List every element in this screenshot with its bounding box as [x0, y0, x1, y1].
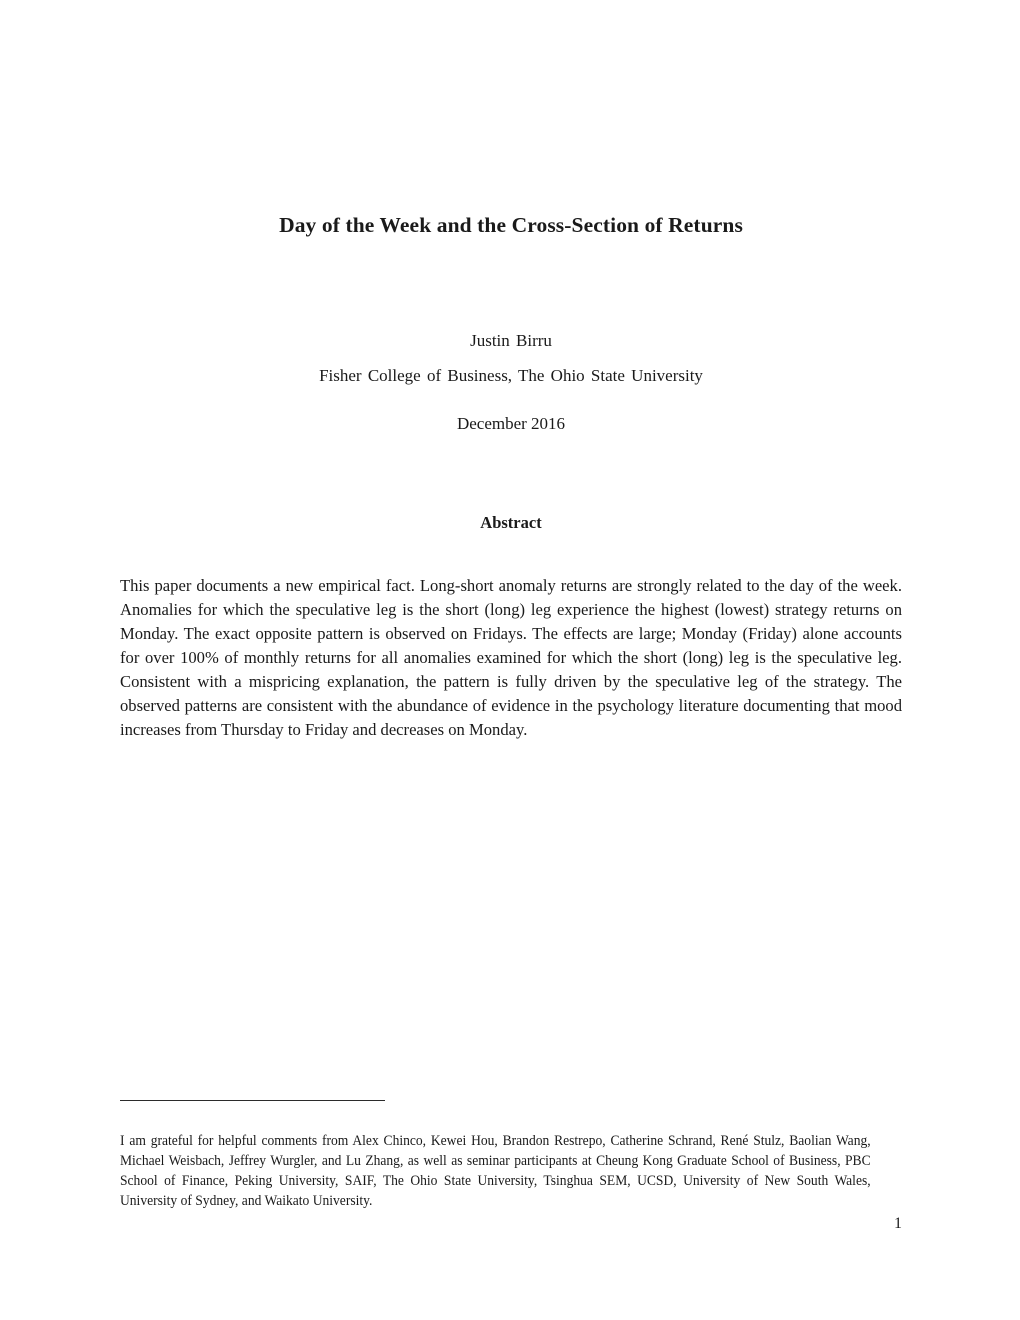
- publication-date: December 2016: [456, 414, 566, 433]
- page-title: Day of the Week and the Cross-Section of Returns: [279, 213, 743, 238]
- author-name: Justin Birru: [470, 331, 552, 350]
- abstract-heading: Abstract: [480, 513, 542, 532]
- acknowledgements-footnote: I am grateful for helpful comments from Alex Chinco, Kewei Hou, Brandon Restrepo, Catherine Schrand, René Stulz, Baolian Wang, Michael Weisbach, Jeffrey Wurgler, and Lu Zhang, as well as seminar participants at Cheung Kong Graduate School of Business, PBC School of Finance, Peking University, SAIF, The Ohio State University, Tsinghua SEM, UCSD, University of New South Wales, University of Sydney, and Waikato University.: [120, 1133, 871, 1209]
- author-block: [120, 323, 902, 393]
- author-affiliation: Fisher College of Business, The Ohio State University: [319, 366, 703, 385]
- page-number: 1: [894, 1215, 902, 1232]
- footnote-separator-rule: [120, 1100, 385, 1101]
- abstract-body: This paper documents a new empirical fact. Long-short anomaly returns are strongly related to the day of the week. Anomalies for which the speculative leg is the short (long) leg experience the highest (lowest) strategy returns on Monday. The exact opposite pattern is observed on Fridays. The effects are large; Monday (Friday) alone accounts for over 100% of monthly returns for all anomalies examined for which the short (long) leg is the speculative leg. Consistent with a mispricing explanation, the pattern is fully driven by the speculative leg of the strategy. The observed patterns are consistent with the abundance of evidence in the psychology literature documenting that mood increases from Thursday to Friday and decreases on Monday.: [120, 575, 902, 739]
